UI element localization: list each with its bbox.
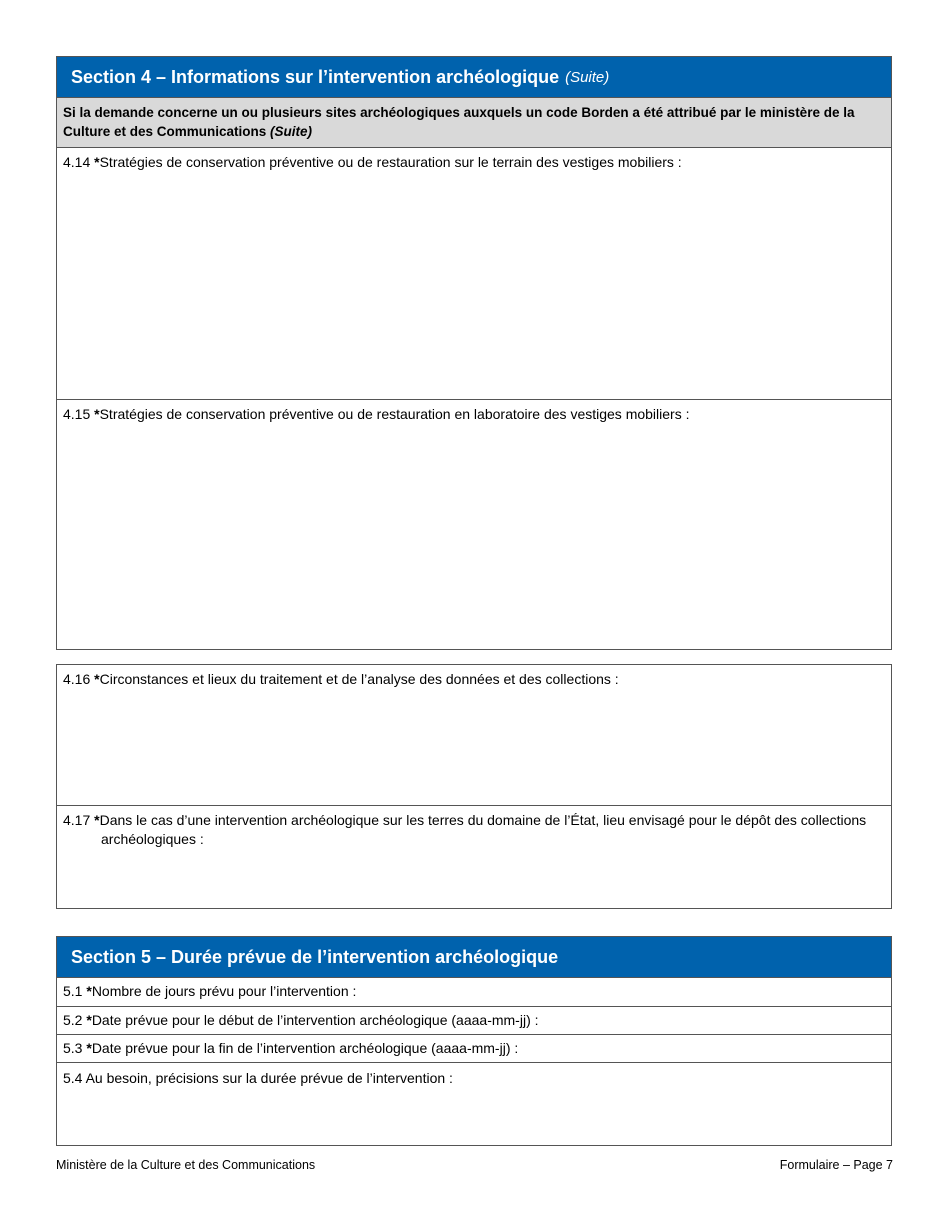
required-star: *: [94, 812, 100, 828]
required-star: *: [94, 671, 100, 687]
section-5-header: [57, 937, 891, 978]
field-4-14[interactable]: [57, 148, 891, 399]
field-4-15-number: 4.15: [63, 406, 91, 422]
required-star: *: [94, 154, 100, 170]
field-4-14-number: 4.14: [63, 154, 91, 170]
field-5-3-label: Date prévue pour la fin de l’intervention archéologique (aaaa-mm-jj) :: [91, 1040, 519, 1056]
field-4-15-label: Stratégies de conservation préventive ou de restauration en laboratoire des vestiges mobiliers :: [99, 406, 690, 422]
field-4-16-label: Circonstances et lieux du traitement et de l’analyse des données et des collections :: [99, 671, 619, 687]
field-4-14-label: Stratégies de conservation préventive ou de restauration sur le terrain des vestiges mobiliers :: [99, 154, 682, 170]
section-5-title: Section 5 – Durée prévue de l’intervention archéologique: [71, 946, 559, 967]
field-5-4[interactable]: [57, 1062, 891, 1145]
field-4-17[interactable]: [57, 805, 891, 908]
footer-page-number: Formulaire – Page 7: [779, 1158, 893, 1172]
required-star: *: [86, 983, 92, 999]
required-star: *: [94, 406, 100, 422]
field-4-17-label: Dans le cas d’une intervention archéologique sur les terres du domaine de l’État, lieu envisagé pour le dépôt des collections archéologiques :: [99, 812, 867, 847]
required-star: *: [86, 1040, 92, 1056]
field-5-4-label: Au besoin, précisions sur la durée prévue de l’intervention :: [85, 1070, 453, 1086]
field-5-2-number: 5.2: [63, 1012, 83, 1028]
field-5-1[interactable]: [57, 978, 891, 1006]
borden-subheading: [57, 98, 891, 148]
required-star: *: [86, 1012, 92, 1028]
section-4-panel: [56, 56, 892, 650]
section-4-suite: (Suite): [565, 68, 610, 86]
field-5-1-number: 5.1: [63, 983, 83, 999]
field-5-3-number: 5.3: [63, 1040, 83, 1056]
section-4-panel-continued: [56, 664, 892, 909]
section-5-panel: [56, 936, 892, 1146]
field-5-3[interactable]: [57, 1034, 891, 1062]
field-5-1-label: Nombre de jours prévu pour l’intervention :: [91, 983, 357, 999]
field-5-4-number: 5.4: [63, 1070, 83, 1086]
field-4-15[interactable]: [57, 399, 891, 651]
borden-subheading-suite: (Suite): [270, 124, 313, 139]
section-4-header: [57, 57, 891, 98]
field-5-2[interactable]: [57, 1006, 891, 1034]
borden-subheading-text: Si la demande concerne un ou plusieurs sites archéologiques auxquels un code Borden a été attribué par le ministère de la Culture et des Communications: [63, 105, 855, 139]
footer-ministry: Ministère de la Culture et des Communications: [56, 1158, 316, 1172]
field-4-16[interactable]: [57, 665, 891, 805]
field-4-16-number: 4.16: [63, 671, 91, 687]
section-4-title: Section 4 – Informations sur l’intervention archéologique: [71, 66, 560, 87]
field-4-17-number: 4.17: [63, 812, 91, 828]
field-5-2-label: Date prévue pour le début de l’intervention archéologique (aaaa-mm-jj) :: [91, 1012, 539, 1028]
